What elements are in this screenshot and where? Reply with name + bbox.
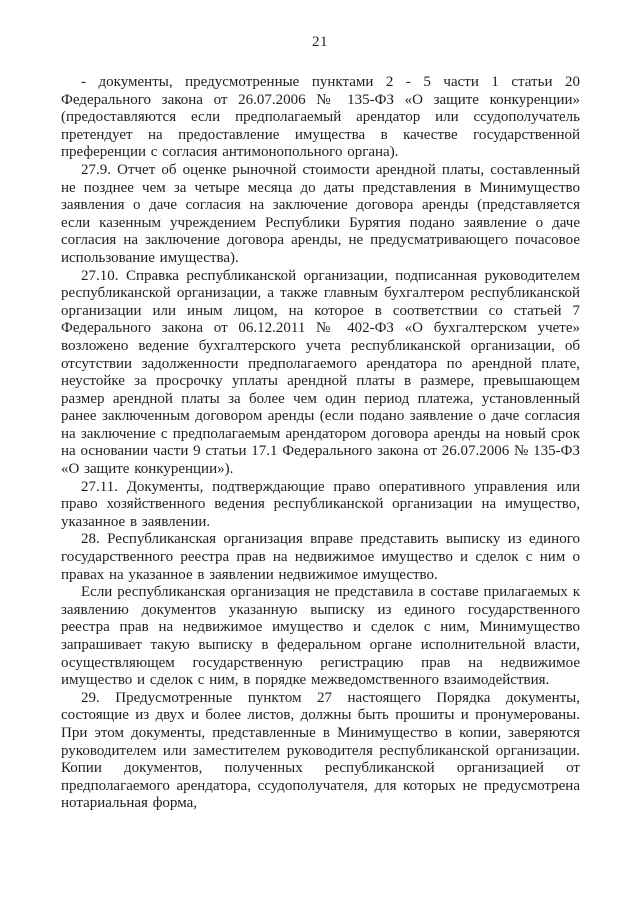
page-number: 21 — [312, 34, 328, 50]
paragraph-clause-27-11: 27.11. Документы, подтверждающие право оперативного управления или право хозяйственного ведения республиканской организации на имущество, указанное в заявлении. — [61, 478, 580, 530]
paragraph-clause-29: 29. Предусмотренные пунктом 27 настоящего Порядка документы, состоящие из двух и более листов, должны быть прошиты и пронумерованы. При этом документы, представленные в Минимущество в копии, заверяются руководителем или заместителем руководителя республиканской организации. Копии документов, полученных республиканской организацией от предполагаемого арендатора, ссудополучателя, для которых не предусмотрена нотариальная форма, — [61, 689, 580, 812]
paragraph-clause-28-note: Если республиканская организация не представила в составе прилагаемых к заявлению документов указанную выписку из единого государственного реестра прав на недвижимое имущество и сделок с ним, Минимущество запрашивает такую выписку в федеральном органе исполнительной власти, осуществляющем государственную регистрацию прав на недвижимое имущество и сделок с ним, в порядке межведомственного взаимодействия. — [61, 584, 580, 689]
paragraph-clause-27-10: 27.10. Справка республиканской организации, подписанная руководителем республиканской организации, а также главным бухгалтером республиканской организации или иным лицом, на которое в соответствии со статьей 7 Федерального закона от 06.12.2011 № 402-ФЗ «О бухгалтерском учете» возложено ведение бухгалтерского учета республиканской организации, об отсутствии задолженности предполагаемого арендатора по арендной плате, неустойке за просрочку уплаты арендной платы в размере, превышающем размер арендной платы за более чем один период платежа, установленный ранее заключенным договором аренды (если подано заявление о даче согласия на заключение с предполагаемым арендатором договора аренды на новый срок на основании части 9 статьи 17.1 Федерального закона от 26.07.2006 № 135-ФЗ «О защите конкуренции»). — [61, 267, 580, 478]
paragraph-documents-135-fz: - документы, предусмотренные пунктами 2 - 5 части 1 статьи 20 Федерального закона от 26.07.2006 № 135-ФЗ «О защите конкуренции» (предоставляются если предполагаемый арендатор или ссудополучатель претендует на предоставление имущества в качестве государственной преференции с согласия антимонопольного органа). — [61, 74, 580, 161]
paragraph-clause-28: 28. Республиканская организация вправе представить выписку из единого государственного реестра прав на недвижимое имущество и сделок с ним о правах на указанное в заявлении недвижимое имущество. — [61, 531, 580, 583]
paragraph-clause-27-9: 27.9. Отчет об оценке рыночной стоимости арендной платы, составленный не позднее чем за четыре месяца до даты представления в Минимущество заявления о даче согласия на заключение договора аренды (представляется если казенным учреждением Республики Бурятия подано заявление о даче согласия на заключение договора аренды, не предусматривающего почасовое использование имущества). — [61, 161, 580, 266]
document-body — [61, 74, 580, 813]
